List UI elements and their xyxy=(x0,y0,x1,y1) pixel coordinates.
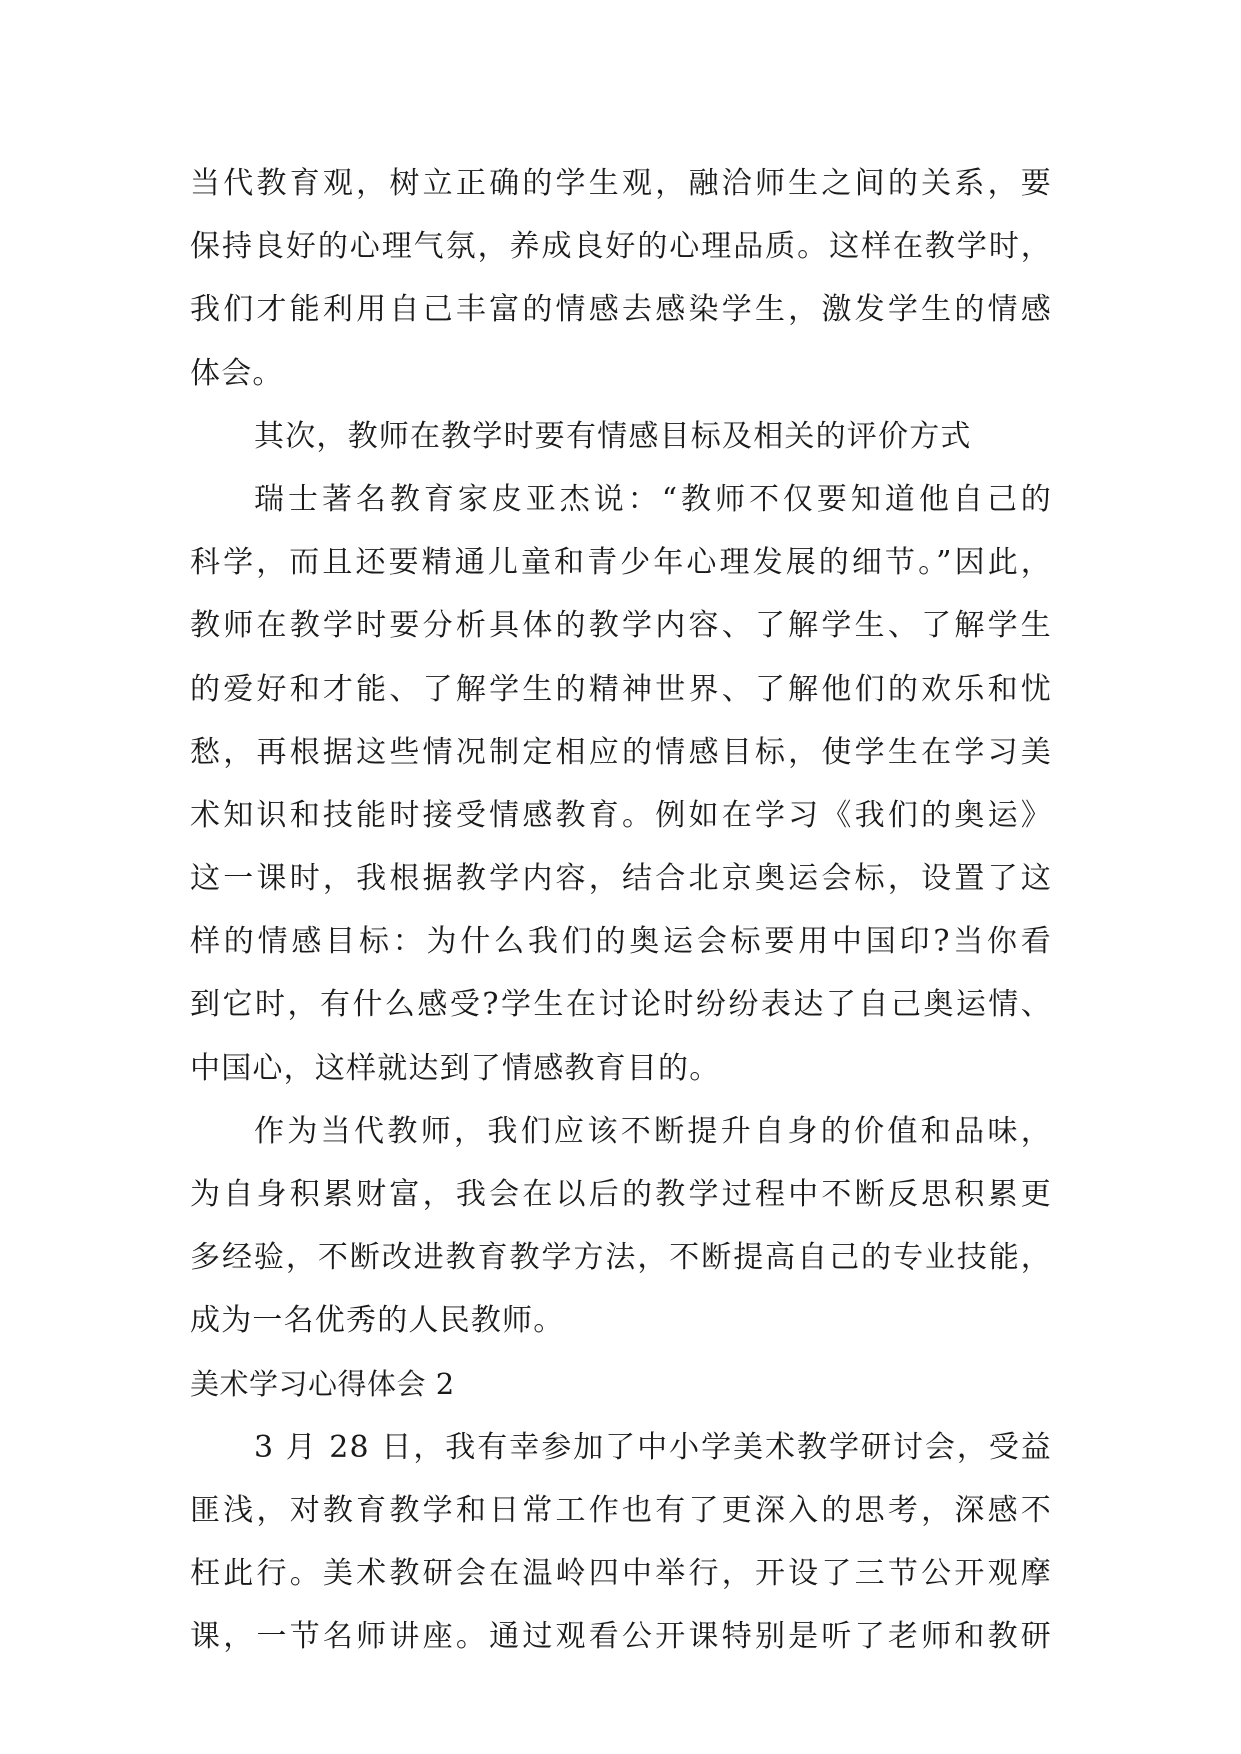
text-line: 样的情感目标：为什么我们的奥运会标要用中国印?当你看 xyxy=(190,924,1052,960)
text-line: 中国心，这样就达到了情感教育目的。 xyxy=(190,1050,721,1086)
text-line: 匪浅，对教育教学和日常工作也有了更深入的思考，深感不 xyxy=(190,1492,1052,1528)
text-line: 其次，教师在教学时要有情感目标及相关的评价方式 xyxy=(254,418,972,454)
text-line: 的爱好和才能、了解学生的精神世界、了解他们的欢乐和忧 xyxy=(190,671,1052,707)
text-line: 体会。 xyxy=(190,355,284,391)
text-line: 愁，再根据这些情况制定相应的情感目标，使学生在学习美 xyxy=(190,734,1052,770)
section-heading: 美术学习心得体会 2 xyxy=(190,1366,455,1401)
text-line: 多经验，不断改进教育教学方法，不断提高自己的专业技能， xyxy=(190,1240,1052,1276)
text-line: 教师在教学时要分析具体的教学内容、了解学生、了解学生 xyxy=(190,608,1052,644)
text-line: 术知识和技能时接受情感教育。例如在学习《我们的奥运》 xyxy=(190,797,1052,833)
text-line: 瑞士著名教育家皮亚杰说：“教师不仅要知道他自己的 xyxy=(254,481,1052,517)
text-line: 科学，而且还要精通儿童和青少年心理发展的细节。”因此， xyxy=(190,545,1052,581)
text-line: 作为当代教师，我们应该不断提升自身的价值和品味， xyxy=(254,1113,1052,1149)
text-line: 到它时，有什么感受?学生在讨论时纷纷表达了自己奥运情、 xyxy=(190,987,1052,1023)
text-line: 为自身积累财富，我会在以后的教学过程中不断反思积累更 xyxy=(190,1177,1052,1212)
text-line: 成为一名优秀的人民教师。 xyxy=(190,1303,565,1339)
text-line: 保持良好的心理气氛，养成良好的心理品质。这样在教学时， xyxy=(190,229,1052,265)
text-line: 课，一节名师讲座。通过观看公开课特别是听了老师和教研 xyxy=(190,1619,1052,1655)
text-line: 3 月 28 日，我有幸参加了中小学美术教学研讨会，受益 xyxy=(254,1429,1052,1465)
text-line: 这一课时，我根据教学内容，结合北京奥运会标，设置了这 xyxy=(190,861,1052,897)
document-body xyxy=(190,152,1052,1669)
text-line: 当代教育观，树立正确的学生观，融洽师生之间的关系，要 xyxy=(190,166,1052,201)
text-line: 我们才能利用自己丰富的情感去感染学生，激发学生的情感 xyxy=(190,292,1052,328)
text-line: 枉此行。美术教研会在温岭四中举行，开设了三节公开观摩 xyxy=(190,1556,1052,1592)
